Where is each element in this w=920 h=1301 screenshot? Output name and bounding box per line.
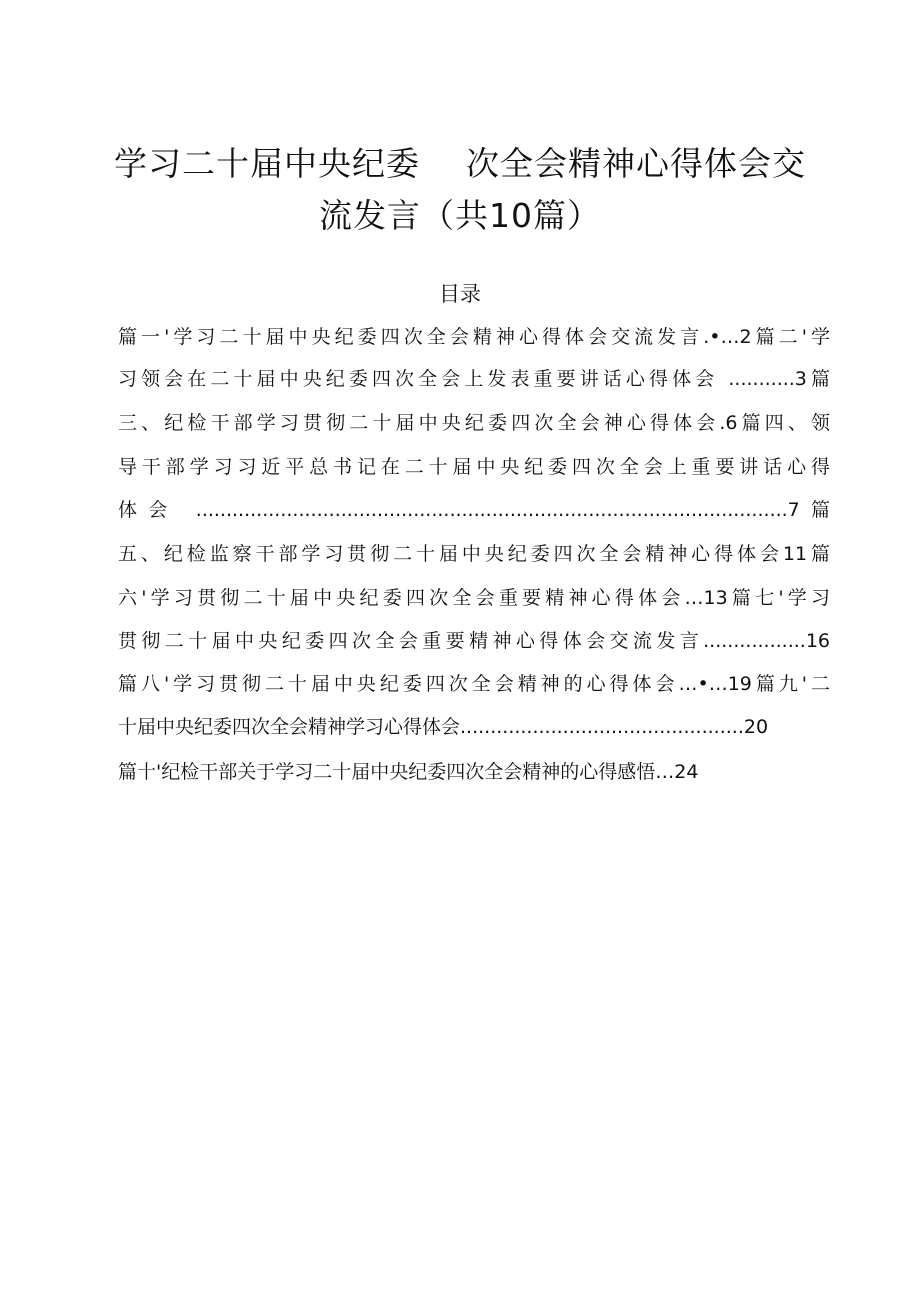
toc-line-2[interactable]: 习领会在二十届中央纪委四次全会上发表重要讲话心得体会 ...........3篇 [118, 368, 830, 390]
toc-line-1[interactable]: 篇一'学习二十届中央纪委四次全会精神心得体会交流发言.•…2篇二'学 [118, 326, 830, 348]
toc-line-9[interactable]: 篇八'学习贯彻二十届中央纪委四次全会精神的心得体会…•…19篇九'二 [118, 673, 830, 695]
toc-line-11[interactable]: 篇十'纪检干部关于学习二十届中央纪委四次全会精神的心得感悟…24 [118, 761, 699, 783]
title-part-1: 学习二十届中央纪委 [114, 144, 420, 183]
toc-line-5[interactable]: 体会 ..................................................................................................7篇 [118, 499, 830, 521]
toc-heading: 目录 [439, 282, 481, 306]
toc-line-6[interactable]: 五、纪检监察干部学习贯彻二十届中央纪委四次全会精神心得体会11篇 [118, 543, 830, 565]
toc-line-8[interactable]: 贯彻二十届中央纪委四次全会重要精神心得体会交流发言.................16 [118, 630, 830, 652]
toc-line-3[interactable]: 三、纪检干部学习贯彻二十届中央纪委四次全会神心得体会.6篇四、领 [118, 412, 830, 434]
toc-line-7[interactable]: 六'学习贯彻二十届中央纪委四次全会重要精神心得体会…13篇七'学习 [118, 587, 830, 609]
toc-line-4[interactable]: 导干部学习习近平总书记在二十届中央纪委四次全会上重要讲话心得 [118, 456, 830, 478]
toc-line-10[interactable]: 十届中央纪委四次全会精神学习心得体会...............................................20 [118, 716, 769, 738]
document-title-line-1 [0, 138, 920, 185]
document-title-line-2: 流发言（共10篇） [319, 196, 601, 235]
title-part-2: 次全会精神心得体会交 [466, 144, 806, 183]
